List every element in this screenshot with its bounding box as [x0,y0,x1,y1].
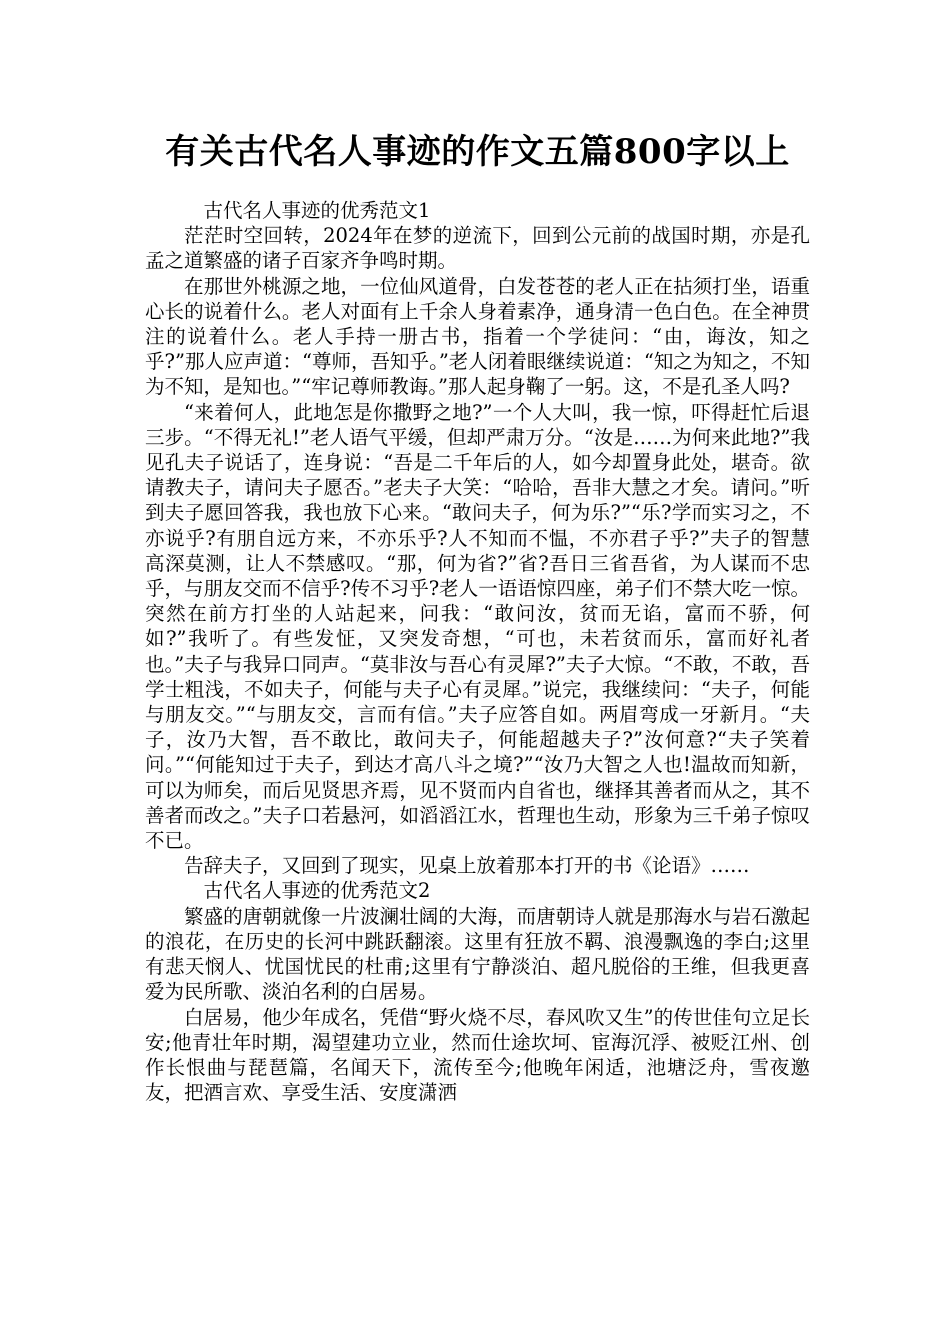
document-page [145,128,810,1105]
document-title: 有关古代名人事迹的作文五篇800字以上 [165,132,790,172]
section-heading: 古代名人事迹的优秀范文1 [203,199,431,222]
paragraph: 茫茫时空回转，2024年在梦的逆流下，回到公元前的战国时期，亦是孔孟之道繁盛的诸子百家齐争鸣时期。 [145,224,810,273]
essay-section-1 [145,198,810,878]
paragraph: “来着何人，此地怎是你撒野之地?”一个人大叫，我一惊，吓得赶忙后退三步。“不得无礼!”老人语气平缓，但却严肃万分。“汝是……为何来此地?”我见孔夫子说话了，连身说：“吾是二千年后的人，如今却置身此处，堪奇。欲请教夫子，请问夫子愿否。”老夫子大笑：“哈哈，吾非大慧之才矣。请问。”听到夫子愿回答我，我也放下心来。“敢问夫子，何为乐?”“乐?学而实习之，不亦说乎?有朋自远方来，不亦乐乎?人不知而不愠，不亦君子乎?”夫子的智慧高深莫测，让人不禁感叹。“那，何为省?”省?吾日三省吾省，为人谋而不忠乎，与朋友交而不信乎?传不习乎?老人一语语惊四座，弟子们不禁大吃一惊。突然在前方打坐的人站起来，问我：“敢问汝，贫而无谄，富而不骄，何如?”我听了。有些发怔，又突发奇想，“可也，未若贫而乐，富而好礼者也。”夫子与我异口同声。“莫非汝与吾心有灵犀?”夫子大惊。“不敢，不敢，吾学士粗浅，不如夫子，何能与夫子心有灵犀。”说完，我继续问：“夫子，何能与朋友交。”“与朋友交，言而有信。”夫子应答自如。两眉弯成一牙新月。“夫子，汝乃大智，吾不敢比，敢问夫子，何能超越夫子?”汝何意?“夫子笑着问。”“何能知过于夫子，到达才高八斗之境?”“汝乃大智之人也!温故而知新，可以为师矣，而后见贤思齐焉，见不贤而内自省也，继择其善者而从之，其不善者而改之。”夫子口若悬河，如滔滔江水，哲理也生动，形象为三千弟子惊叹不已。 [145,400,810,853]
paragraph: 繁盛的唐朝就像一片波澜壮阔的大海，而唐朝诗人就是那海水与岩石激起的浪花，在历史的长河中跳跃翻滚。这里有狂放不羁、浪漫飘逸的李白;这里有悲天悯人、忧国忧民的杜甫;这里有宁静淡泊、超凡脱俗的王维，但我更喜爱为民所歌、淡泊名利的白居易。 [145,904,810,1004]
section-heading: 古代名人事迹的优秀范文2 [203,879,431,903]
paragraph: 白居易，他少年成名，凭借“野火烧不尽，春风吹又生”的传世佳句立足长安;他青壮年时期，渴望建功立业，然而仕途坎坷、宦海沉浮、被贬江州、创作长恨曲与琵琶篇，名闻天下，流传至今;他晚年闲适，池塘泛舟，雪夜邀友，把酒言欢、享受生活、安度潇洒 [145,1005,810,1105]
paragraph: 告辞夫子，又回到了现实，见桌上放着那本打开的书《论语》…… [184,854,750,878]
paragraph: 在那世外桃源之地，一位仙风道骨，白发苍苍的老人正在拈须打坐，语重心长的说着什么。老人对面有上千余人身着素净，通身清一色白色。在全神贯注的说着什么。老人手持一册古书，指着一个学徒问：“由，诲汝，知之乎?”那人应声道：“尊师，吾知乎。”老人闭着眼继续说道：“知之为知之，不知为不知，是知也。”“牢记尊师教诲。”那人起身鞠了一躬。这，不是孔圣人吗? [145,274,810,399]
essay-section-2 [145,878,810,1105]
